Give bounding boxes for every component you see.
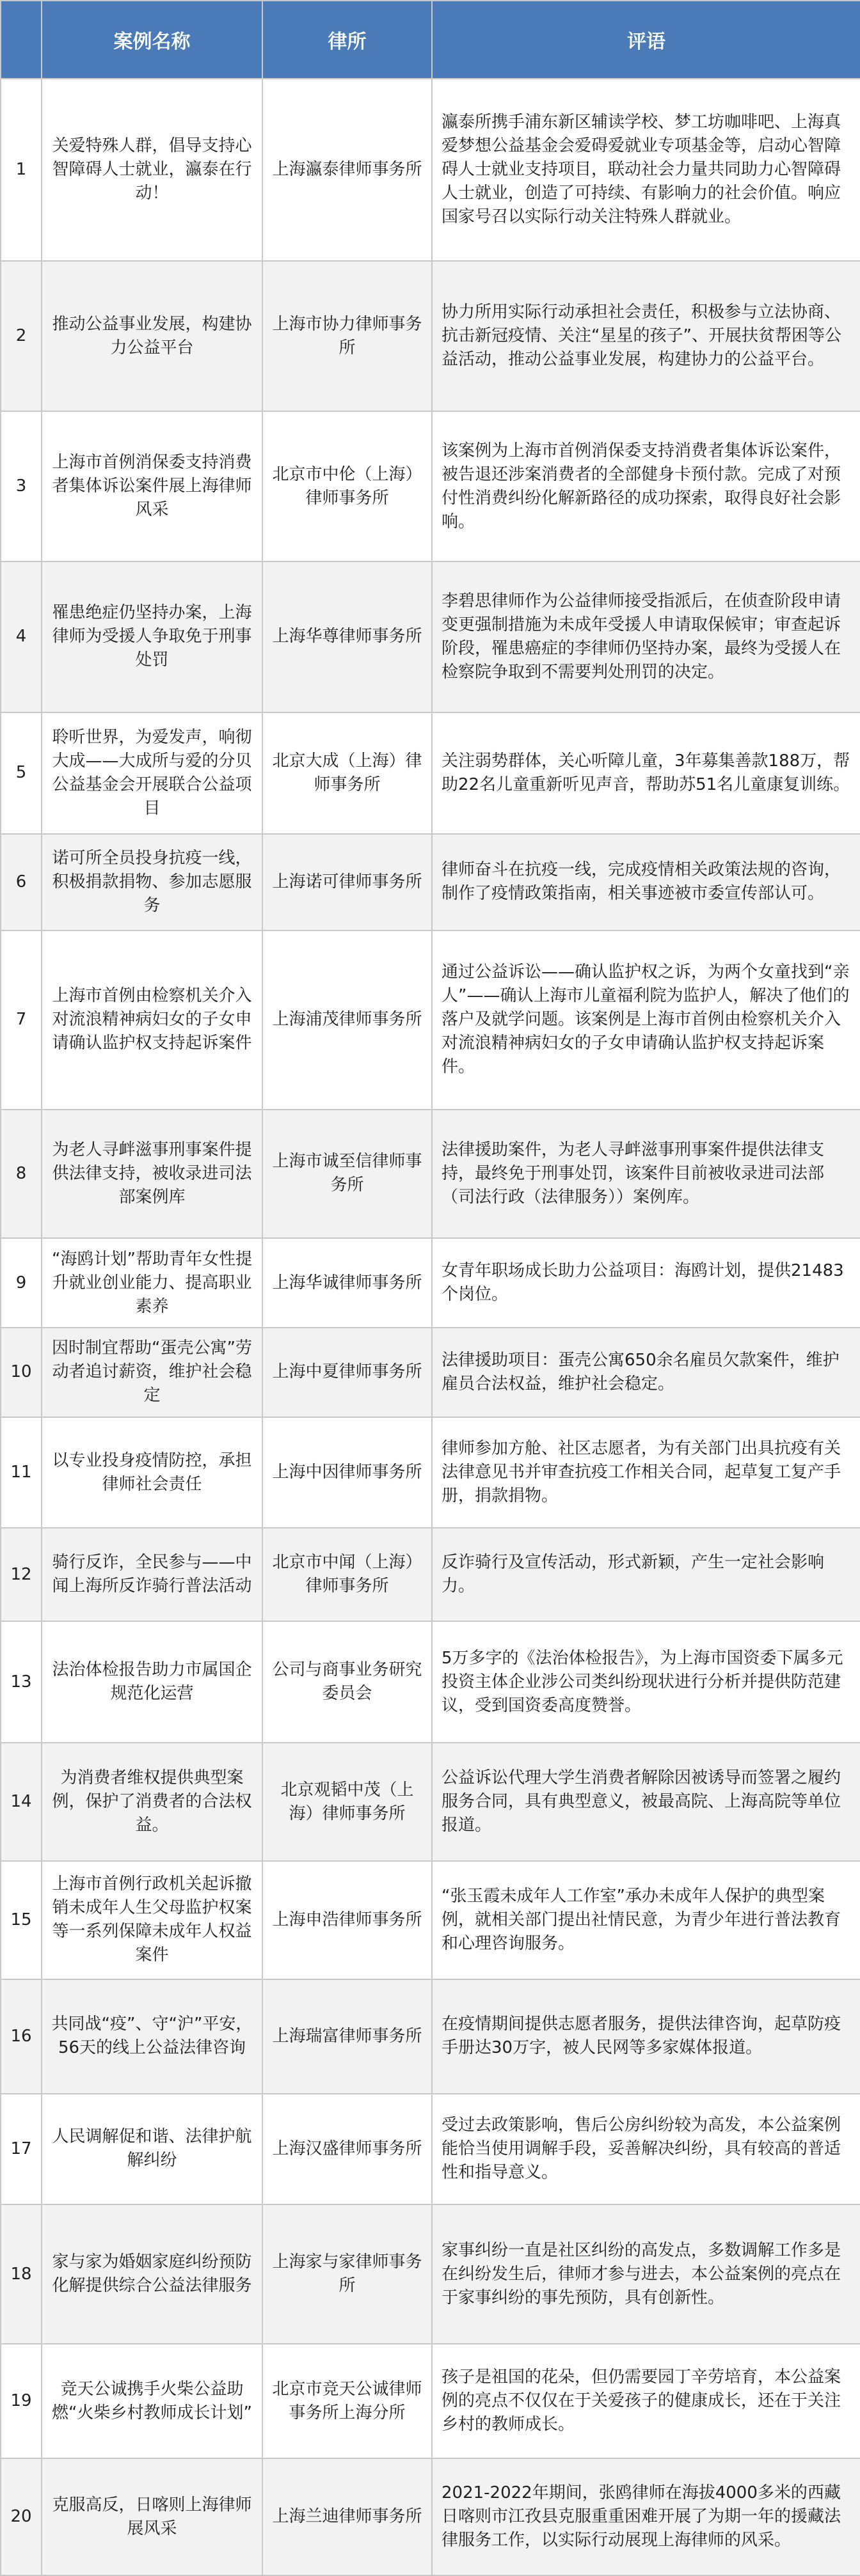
law-firm: 北京市竞天公诚律师事务所上海分所 <box>262 2344 432 2458</box>
row-number: 20 <box>1 2458 42 2575</box>
header-comment: 评语 <box>432 1 860 79</box>
case-comment: 女青年职场成长助力公益项目：海鸥计划，提供21483个岗位。 <box>432 1238 860 1328</box>
law-firm: 北京观韬中茂（上海）律师事务所 <box>262 1743 432 1861</box>
row-number: 14 <box>1 1743 42 1861</box>
case-comment: 反诈骑行及宣传活动，形式新颖，产生一定社会影响力。 <box>432 1528 860 1621</box>
case-name: 关爱特殊人群，倡导支持心智障碍人士就业，瀛泰在行动！ <box>42 79 262 261</box>
table-row <box>1 1861 860 1979</box>
case-comment: 关注弱势群体，关心听障儿童，3年募集善款188万，帮助22名儿童重新听见声音，帮助苏51名儿童康复训练。 <box>432 712 860 834</box>
law-firm: 上海家与家律师事务所 <box>262 2204 432 2344</box>
table-row <box>1 79 860 261</box>
case-name: 罹患绝症仍坚持办案，上海律师为受援人争取免于刑事处罚 <box>42 562 262 712</box>
row-number: 1 <box>1 79 42 261</box>
case-name: 骑行反诈，全民参与——中闻上海所反诈骑行普法活动 <box>42 1528 262 1621</box>
case-comment: 5万多字的《法治体检报告》，为上海市国资委下属多元投资主体企业涉公司类纠纷现状进行分析并提供防范建议，受到国资委高度赞誉。 <box>432 1621 860 1743</box>
case-comment: 受过去政策影响，售后公房纠纷较为高发，本公益案例能恰当使用调解手段，妥善解决纠纷，具有较高的普适性和指导意义。 <box>432 2094 860 2204</box>
case-name: 聆听世界，为爱发声，响彻大成——大成所与爱的分贝公益基金会开展联合公益项目 <box>42 712 262 834</box>
table-row <box>1 712 860 834</box>
law-firm: 上海诺可律师事务所 <box>262 834 432 931</box>
table-row <box>1 1621 860 1743</box>
case-comment: “张玉霞未成年人工作室”承办未成年人保护的典型案例，就相关部门提出社情民意，为青少年进行普法教育和心理咨询服务。 <box>432 1861 860 1979</box>
table-body <box>1 79 860 2575</box>
case-comment: 律师奋斗在抗疫一线，完成疫情相关政策法规的咨询，制作了疫情政策指南，相关事迹被市委宣传部认可。 <box>432 834 860 931</box>
law-firm: 上海汉盛律师事务所 <box>262 2094 432 2204</box>
table-row <box>1 1979 860 2094</box>
case-comment: 家事纠纷一直是社区纠纷的高发点，多数调解工作多是在纠纷发生后，律师才参与进去，本公益案例的亮点在于家事纠纷的事先预防，具有创新性。 <box>432 2204 860 2344</box>
table-row <box>1 261 860 411</box>
table-row <box>1 1110 860 1238</box>
table-row <box>1 1743 860 1861</box>
table-row <box>1 411 860 562</box>
case-comment: 协力所用实际行动承担社会责任，积极参与立法协商、抗击新冠疫情、关注“星星的孩子”、开展扶贫帮困等公益活动，推动公益事业发展，构建协力的公益平台。 <box>432 261 860 411</box>
header-row <box>1 1 860 79</box>
case-comment: 孩子是祖国的花朵，但仍需要园丁辛劳培育，本公益案例的亮点不仅仅在于关爱孩子的健康成长，还在于关注乡村的教师成长。 <box>432 2344 860 2458</box>
law-firm: 公司与商事业务研究委员会 <box>262 1621 432 1743</box>
header-number <box>1 1 42 79</box>
row-number: 5 <box>1 712 42 834</box>
law-firm: 上海华尊律师事务所 <box>262 562 432 712</box>
case-comment: 通过公益诉讼——确认监护权之诉，为两个女童找到“亲人”——确认上海市儿童福利院为监护人，解决了他们的落户及就学问题。该案例是上海市首例由检察机关介入对流浪精神病妇女的子女申请确认监护权支持起诉案件。 <box>432 931 860 1110</box>
case-name: 以专业投身疫情防控，承担律师社会责任 <box>42 1417 262 1528</box>
row-number: 4 <box>1 562 42 712</box>
row-number: 8 <box>1 1110 42 1238</box>
case-name: 为消费者维权提供典型案例，保护了消费者的合法权益。 <box>42 1743 262 1861</box>
law-firm: 北京大成（上海）律师事务所 <box>262 712 432 834</box>
case-comment: 在疫情期间提供志愿者服务，提供法律咨询，起草防疫手册达30万字，被人民网等多家媒体报道。 <box>432 1979 860 2094</box>
row-number: 12 <box>1 1528 42 1621</box>
case-name: 因时制宜帮助“蛋壳公寓”劳动者追讨薪资，维护社会稳定 <box>42 1328 262 1417</box>
table-header <box>1 1 860 79</box>
table-row <box>1 2094 860 2204</box>
table-row <box>1 2458 860 2575</box>
law-firm: 上海中因律师事务所 <box>262 1417 432 1528</box>
case-comment: 法律援助项目：蛋壳公寓650余名雇员欠款案件，维护雇员合法权益，维护社会稳定。 <box>432 1328 860 1417</box>
case-name: 上海市首例消保委支持消费者集体诉讼案件展上海律师风采 <box>42 411 262 562</box>
row-number: 10 <box>1 1328 42 1417</box>
case-name: 家与家为婚姻家庭纠纷预防化解提供综合公益法律服务 <box>42 2204 262 2344</box>
table-row <box>1 1528 860 1621</box>
case-name: 克服高反，日喀则上海律师展风采 <box>42 2458 262 2575</box>
case-name: 推动公益事业发展，构建协力公益平台 <box>42 261 262 411</box>
case-comment: 公益诉讼代理大学生消费者解除因被诱导而签署之履约服务合同，具有典型意义，被最高院、上海高院等单位报道。 <box>432 1743 860 1861</box>
table-row <box>1 1328 860 1417</box>
case-name: 共同战“疫”、守“沪”平安，56天的线上公益法律咨询 <box>42 1979 262 2094</box>
law-firm: 上海浦茂律师事务所 <box>262 931 432 1110</box>
case-name: 诺可所全员投身抗疫一线，积极捐款捐物、参加志愿服务 <box>42 834 262 931</box>
table-row <box>1 1417 860 1528</box>
case-name: 竞天公诚携手火柴公益助燃“火柴乡村教师成长计划” <box>42 2344 262 2458</box>
table-row <box>1 834 860 931</box>
case-name: “海鸥计划”帮助青年女性提升就业创业能力、提高职业素养 <box>42 1238 262 1328</box>
law-firm: 上海市协力律师事务所 <box>262 261 432 411</box>
header-law-firm: 律所 <box>262 1 432 79</box>
table-row <box>1 2344 860 2458</box>
row-number: 16 <box>1 1979 42 2094</box>
case-comment: 律师参加方舱、社区志愿者，为有关部门出具抗疫有关法律意见书并审查抗疫工作相关合同，起草复工复产手册，捐款捐物。 <box>432 1417 860 1528</box>
header-case-name: 案例名称 <box>42 1 262 79</box>
case-name: 上海市首例行政机关起诉撤销未成年人生父母监护权案等一系列保障未成年人权益案件 <box>42 1861 262 1979</box>
case-comment: 2021-2022年期间，张鸥律师在海拔4000多米的西藏日喀则市江孜县克服重重困难开展了为期一年的援藏法律服务工作，以实际行动展现上海律师的风采。 <box>432 2458 860 2575</box>
case-name: 上海市首例由检察机关介入对流浪精神病妇女的子女申请确认监护权支持起诉案件 <box>42 931 262 1110</box>
case-comment: 李碧思律师作为公益律师接受指派后，在侦查阶段申请变更强制措施为未成年受援人申请取保候审；审查起诉阶段，罹患癌症的李律师仍坚持办案，最终为受援人在检察院争取到不需要判处刑罚的决定。 <box>432 562 860 712</box>
row-number: 9 <box>1 1238 42 1328</box>
table-row <box>1 562 860 712</box>
law-firm: 上海申浩律师事务所 <box>262 1861 432 1979</box>
case-name: 人民调解促和谐、法律护航解纠纷 <box>42 2094 262 2204</box>
case-comment: 瀛泰所携手浦东新区辅读学校、梦工坊咖啡吧、上海真爱梦想公益基金会爱碍爱就业专项基金等，启动心智障碍人士就业支持项目，联动社会力量共同助力心智障碍人士就业，创造了可持续、有影响力的社会价值。响应国家号召以实际行动关注特殊人群就业。 <box>432 79 860 261</box>
law-firm: 北京市中伦（上海）律师事务所 <box>262 411 432 562</box>
case-comment: 法律援助案件，为老人寻衅滋事刑事案件提供法律支持，最终免于刑事处罚，该案件目前被收录进司法部（司法行政（法律服务））案例库。 <box>432 1110 860 1238</box>
row-number: 2 <box>1 261 42 411</box>
case-name: 为老人寻衅滋事刑事案件提供法律支持，被收录进司法部案例库 <box>42 1110 262 1238</box>
row-number: 3 <box>1 411 42 562</box>
law-firm: 上海兰迪律师事务所 <box>262 2458 432 2575</box>
case-comment: 该案例为上海市首例消保委支持消费者集体诉讼案件，被告退还涉案消费者的全部健身卡预付款。完成了对预付性消费纠纷化解新路径的成功探索，取得良好社会影响。 <box>432 411 860 562</box>
row-number: 15 <box>1 1861 42 1979</box>
row-number: 19 <box>1 2344 42 2458</box>
law-firm: 北京市中闻（上海）律师事务所 <box>262 1528 432 1621</box>
law-firm: 上海华诚律师事务所 <box>262 1238 432 1328</box>
row-number: 18 <box>1 2204 42 2344</box>
row-number: 6 <box>1 834 42 931</box>
law-firm: 上海瀛泰律师事务所 <box>262 79 432 261</box>
row-number: 7 <box>1 931 42 1110</box>
law-firm: 上海瑞富律师事务所 <box>262 1979 432 2094</box>
table-row <box>1 931 860 1110</box>
row-number: 17 <box>1 2094 42 2204</box>
law-firm: 上海市诚至信律师事务所 <box>262 1110 432 1238</box>
row-number: 13 <box>1 1621 42 1743</box>
table-row <box>1 2204 860 2344</box>
case-name: 法治体检报告助力市属国企规范化运营 <box>42 1621 262 1743</box>
law-firm: 上海中夏律师事务所 <box>262 1328 432 1417</box>
table-row <box>1 1238 860 1328</box>
row-number: 11 <box>1 1417 42 1528</box>
